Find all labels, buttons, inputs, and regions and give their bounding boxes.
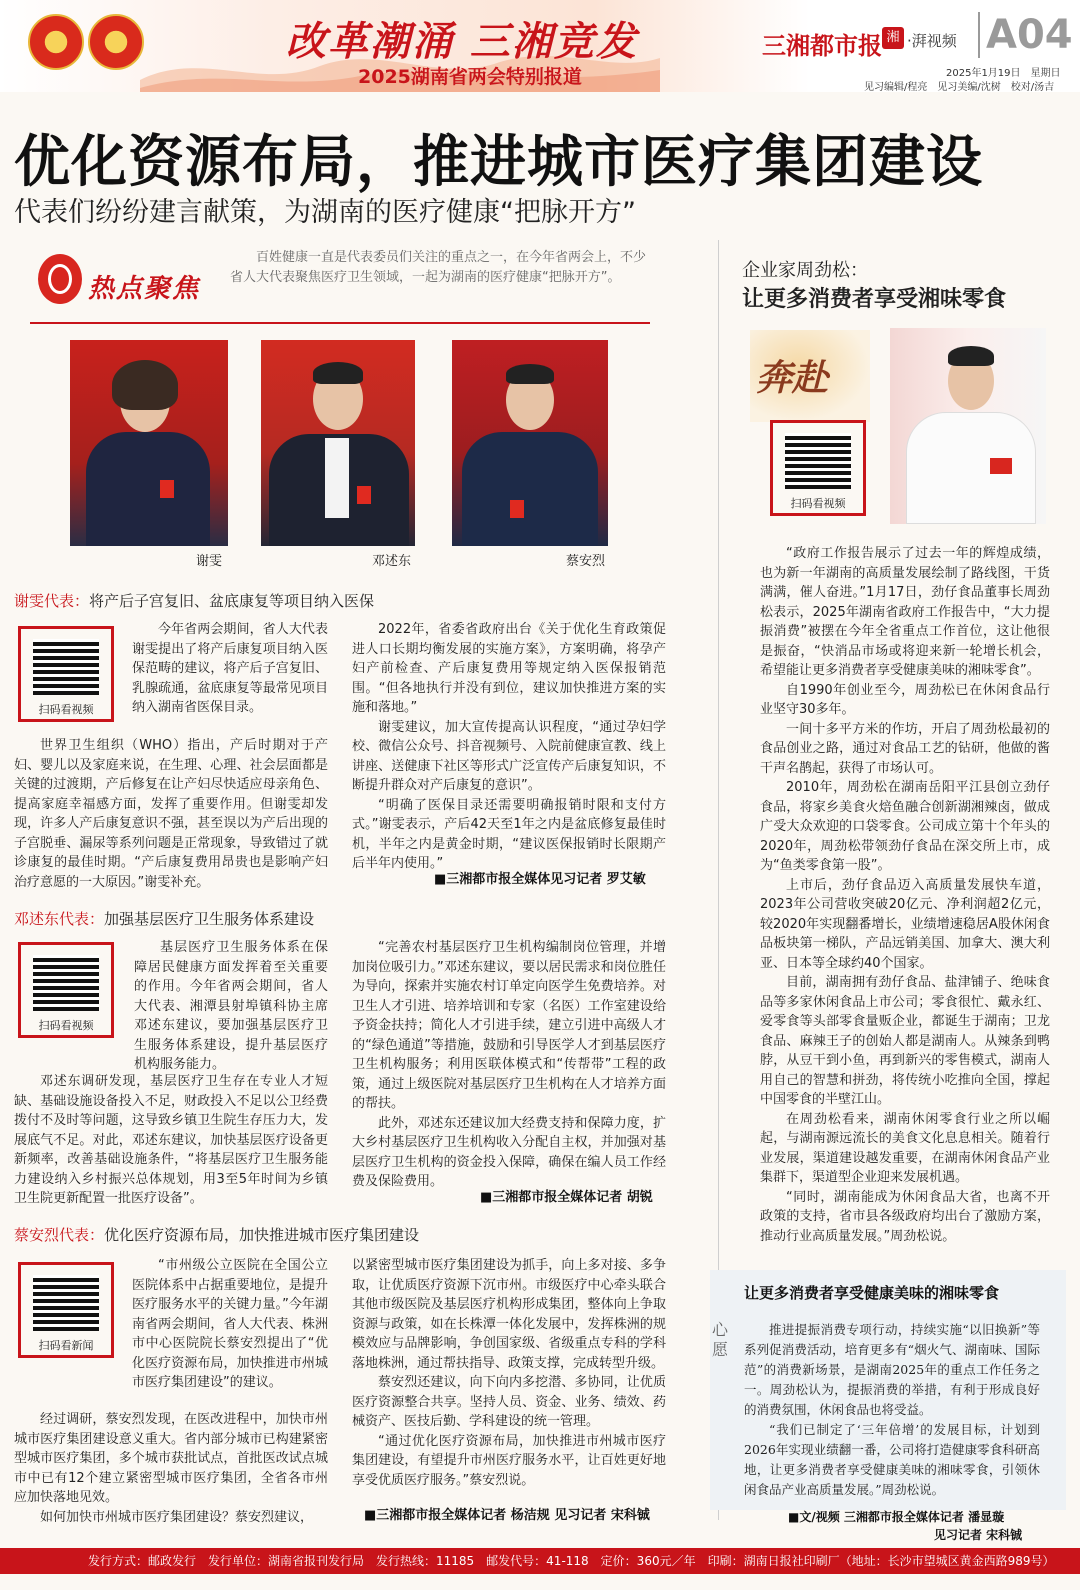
section-rep-name: 邓述东代表： — [14, 910, 105, 928]
photo-deng-shudong — [261, 340, 415, 546]
qr-caption: 扫码看新闻 — [38, 1339, 94, 1352]
page-subheadline: 代表们纷纷建言献策，为湖南的医疗健康“把脉开方” — [14, 197, 636, 228]
photo-caption: 谢雯 — [196, 554, 223, 569]
paper-logo-icon: 湘 — [882, 27, 904, 49]
qr-caption: 扫码看视频 — [38, 703, 94, 716]
section-topic: 优化医疗资源布局，加快推进城市医疗集团建设 — [104, 1226, 420, 1244]
paragraph: 以紧密型城市医疗集团建设为抓手，向上多对接、多争取，让优质医疗资源下沉市州。市级医疗中心牵头联合其他市级医院及基层医疗机构形成集团，整体向上争取资源与政策，如在长株潭一体化发展中，发挥株洲的规模效应与品牌影响，争创国家级、省级重点专科的学科落地株洲，通过帮扶指导、政策支撑，完成转型升级。 — [352, 1258, 666, 1371]
section-title — [14, 908, 314, 929]
photo-xie-wen — [70, 340, 228, 546]
paragraph: “通过优化医疗资源布局，加快推进市州城市医疗集团建设，有望提升市州医疗服务水平，让百姓更好地享受优质医疗服务。”蔡安烈说。 — [352, 1433, 666, 1488]
editor-credits: 见习编辑/程亮 见习美编/沈树 校对/汤吉 — [864, 82, 1055, 93]
paragraph: 基层医疗卫生服务体系在保障居民健康方面发挥着至关重要的作用。今年省两会期间，省人大代表、湘潭县射埠镇科协主席邓述东建议，要加强基层医疗卫生服务体系建设，提升基层医疗机构服务能力。 — [134, 940, 328, 1072]
qr-caption: 扫码看视频 — [38, 1019, 94, 1032]
paragraph: 谢雯建议，加大宣传提高认识程度，“通过孕妇学校、微信公众号、抖音视频号、入院前健康宣教、线上讲座、送健康下社区等形式广泛宣传产后康复知识，不断提升群众对产后康复的意识”。 — [352, 719, 666, 793]
issue-date: 2025年1月19日 星期日 — [946, 68, 1061, 79]
section-topic: 将产后子宫复旧、盆底康复等项目纳入医保 — [89, 592, 375, 610]
sidebar-body — [744, 1320, 1040, 1500]
section-rep-name: 蔡安烈代表： — [14, 1226, 105, 1244]
photo-zhou-jinsong — [890, 328, 1046, 524]
section-title — [14, 1224, 419, 1245]
paragraph: 一间十多平方米的作坊，开启了周劲松最初的食品创业之路，通过对食品工艺的钻研，他做的酱干声名鹊起，获得了市场认可。 — [760, 721, 1050, 776]
photo-caption: 蔡安烈 — [566, 554, 606, 569]
special-report-label: 2025湖南省两会特别报道 — [358, 66, 582, 88]
badge-text: 奔赴 — [756, 357, 829, 399]
special-slogan: 改革潮涌 三湘竞发 — [286, 18, 638, 65]
article-text — [14, 1072, 328, 1209]
paragraph: “完善农村基层医疗卫生机构编制岗位管理，并增加岗位吸引力。”邓述东建议，要以居民需求和岗位胜任为导向，探索并实施农村订单定向医学生免费培养。对卫生人才引进、培养培训和专家（名医）工作室建设给予资金扶持；简化人才引进手续，建立引进中高级人才的“绿色通道”等措施，鼓励和引导医学人才到基层医疗卫生机构服务；利用医联体模式和“传帮带”工程的政策，通过上级医院对基层医疗卫生机构在人才培养方面的帮扶。 — [352, 940, 666, 1111]
publication-footer: 发行方式：邮政发行 发行单位：湖南省报刊发行局 发行热线：11185 邮发代号：41-118 定价：360元／年 印刷：湖南日报社印刷厂（地址：长沙市望城区黄金西路989号） — [0, 1548, 1080, 1574]
qr-code-icon — [33, 639, 99, 695]
article-text — [14, 1410, 328, 1527]
paragraph: 经过调研，蔡安烈发现，在医改进程中，加快市州城市医疗集团建设意义重大。省内部分城市已构建紧密型城市医疗集团，多个城市获批试点，首批医改试点城市中已有12个建立紧密型城市医疗集团，全省各市州应加快落地见效。 — [14, 1412, 328, 1505]
sidebar-title: 让更多消费者享受健康美味的湘味零食 — [744, 1284, 1000, 1302]
hot-topic-intro: 百姓健康一直是代表委员们关注的重点之一，在今年省两会上，不少省人大代表聚焦医疗卫生领域，一起为湖南的医疗健康“把脉开方”。 — [230, 250, 647, 285]
section-title — [14, 590, 374, 611]
article-text — [134, 938, 328, 1075]
article-text — [132, 1256, 328, 1393]
paragraph: 此外，邓述东还建议加大经费支持和保障力度，扩大乡村基层医疗卫生机构收入分配自主权，并加强对基层医疗卫生机构的资金投入保障，确保在编人员工作经费及保险费用。 — [352, 1115, 666, 1189]
paragraph: 上市后，劲仔食品迈入高质量发展快车道，2023年公司营收突破20亿元、净利润超2亿元，较2020年实现翻番增长，业绩增速稳居A股休闲食品板块第一梯队，产品远销美国、加拿大、澳大利亚、日本等全球约40个国家。 — [760, 877, 1050, 971]
qr-code-icon — [785, 433, 851, 489]
byline: ■文/视频 三湘都市报全媒体记者 潘显璇 — [788, 1510, 1005, 1524]
section-topic: 加强基层医疗卫生服务体系建设 — [104, 910, 315, 928]
paper-name: 三湘都市报 — [762, 32, 882, 60]
video-brand: ·湃视频 — [907, 32, 957, 50]
cppcc-emblem-icon — [88, 14, 144, 70]
paragraph: 推进提振消费专项行动，持续实施“以旧换新”等系列促消费活动，培育更多有“烟火气、湖南味、国际范”的消费新场景，是湖南2025年的重点工作任务之一。周劲松认为，提振消费的举措，有利于形成良好的消费氛围，休闲食品也将受益。 — [744, 1322, 1040, 1417]
paragraph: “政府工作报告展示了过去一年的辉煌成绩，也为新一年湖南的高质量发展绘制了路线图，干货满满，催人奋进。”1月17日，劲仔食品董事长周劲松表示，2025年湖南省政府工作报告中，“大力提振消费”被摆在今年全省重点工作首位，这让他很是振奋，“快消品市场或将迎来新一轮增长机会，希望能让更多消费者享受健康美味的湘味零食”。 — [760, 546, 1050, 678]
byline: ■三湘都市报全媒体见习记者 罗艾敏 — [434, 872, 646, 887]
article-text — [352, 1256, 666, 1490]
paragraph: 如何加快市州城市医疗集团建设？蔡安烈建议， — [40, 1509, 314, 1525]
byline: ■三湘都市报全媒体记者 杨洁规 见习记者 宋科铖 — [364, 1508, 650, 1523]
hot-topic-label: 热点聚焦 — [88, 274, 201, 304]
hand-pointer-icon — [48, 264, 72, 294]
paragraph: 今年省两会期间，省人大代表谢雯提出了将产后康复项目纳入医保范畴的建议，将产后子宫复旧、乳腺疏通，盆底康复等最常见项目纳入湖南省医保目录。 — [132, 622, 328, 715]
qr-caption: 扫码看视频 — [790, 497, 846, 510]
qr-code[interactable] — [18, 1262, 114, 1358]
section-rule — [30, 322, 650, 324]
article-text — [352, 620, 666, 874]
section-rep-name: 谢雯代表： — [14, 592, 90, 610]
qr-code[interactable] — [18, 626, 114, 722]
national-emblem-icon — [28, 14, 84, 70]
paragraph: 目前，湖南拥有劲仔食品、盐津铺子、绝味食品等多家休闲食品上市公司；零食很忙、戴永红、爱零食等头部零食量贩企业，都诞生于湖南；卫龙食品、麻辣王子的创始人都是湖南人。从辣条到鸭脖，从豆干到小鱼，再到新兴的零售模式，湖南人用自己的智慧和拼劲，将传统小吃推向全国，撑起中国零食的半壁江山。 — [760, 975, 1050, 1107]
paragraph: 蔡安烈还建议，向下向内多挖潜、多协同，让优质医疗资源整合共享。坚持人员、资金、业务、绩效、药械资产、医技后勤、学科建设的统一管理。 — [352, 1375, 666, 1429]
paragraph: 在周劲松看来，湖南休闲零食行业之所以崛起，与湖南源远流长的美食文化息息相关。随着行业发展，渠道建设越发重要，在湖南休闲食品产业集群下，渠道型企业迎来发展机遇。 — [760, 1111, 1050, 1185]
paragraph: “市州级公立医院在全国公立医院体系中占据重要地位，是提升医疗服务水平的关键力量。”今年湖南省两会期间，省人大代表、株洲市中心医院院长蔡安烈提出了“优化医疗资源布局，加快推进市州城市医疗集团建设”的建议。 — [132, 1258, 328, 1390]
article-text — [352, 938, 666, 1192]
photo-cai-anlie — [452, 340, 608, 546]
sidebar-tag: 心愿 — [712, 1320, 729, 1359]
article-text — [14, 736, 328, 892]
byline: 见习记者 宋科铖 — [934, 1528, 1023, 1542]
byline: ■三湘都市报全媒体记者 胡锐 — [480, 1190, 653, 1205]
article-body — [760, 544, 1050, 1246]
paragraph: “明确了医保目录还需要明确报销时限和支付方式。”谢雯表示，产后42天至1年之内是盆底修复最佳时机，半年之内是黄金时期，“建议医保报销时长限期产后半年内使用。” — [352, 797, 666, 871]
page-number: A04 — [978, 12, 1073, 58]
paragraph: 自1990年创业至今，周劲松已在休闲食品行业坚守30多年。 — [760, 682, 1050, 717]
article-kicker: 企业家周劲松： — [742, 260, 868, 281]
paragraph: 世界卫生组织（WHO）指出，产后时期对于产妇、婴儿以及家庭来说，在生理、心理、社会层面都是关键的过渡期，产后修复在让产妇尽快适应母亲角色、提高家庭幸福感方面，发挥了重要作用。但谢雯却发现，许多人产后康复意识不强，甚至误以为产后出现的子宫脱垂、漏尿等系列问题是正常现象，导致错过了就诊康复的最佳时期。“产后康复费用昂贵也是影响产妇治疗意愿的一大原因。”谢雯补充。 — [14, 738, 328, 890]
qr-code-icon — [33, 1275, 99, 1331]
article-text — [132, 620, 328, 718]
paragraph: “同时，湖南能成为休闲食品大省，也离不开政策的支持，省市县各级政府均出台了激励方案，推动行业高质量发展。”周劲松说。 — [760, 1189, 1050, 1244]
photo-caption: 邓述东 — [372, 554, 412, 569]
qr-code-icon — [33, 955, 99, 1011]
paragraph: “我们已制定了‘三年倍增’的发展目标，计划到2026年实现业绩翻一番，公司将打造健康零食科研高地，让更多消费者享受健康美味的湘味零食，引领休闲食品产业高质量发展。”周劲松说。 — [744, 1422, 1040, 1497]
qr-code[interactable] — [18, 942, 114, 1038]
article-title: 让更多消费者享受湘味零食 — [742, 287, 1007, 312]
paragraph: 2010年，周劲松在湖南岳阳平江县创立劲仔食品，将家乡美食火焙鱼融合创新湖湘辣卤，做成广受大众欢迎的口袋零食。公司成立第十个年头的2020年，周劲松带领劲仔食品在深交所上市，成为“鱼类零食第一股”。 — [760, 780, 1050, 873]
paragraph: 2022年，省委省政府出台《关于优化生育政策促进人口长期均衡发展的实施方案》，方案明确，将孕产妇产前检查、产后康复费用等规定纳入医保报销范围。“但各地执行并没有到位，建议加快推进方案的实施和落地。” — [352, 622, 666, 715]
paragraph: 邓述东调研发现，基层医疗卫生存在专业人才短缺、基础设施设备投入不足，财政投入不足以公卫经费拨付不及时等问题，这导致乡镇卫生院生存压力大，发展底气不足。对此，邓述东建议，加快基层医疗设备更新频率，改善基础设施条件，“将基层医疗卫生服务能力建设纳入乡村振兴总体规划，用3至5年时间为乡镇卫生院更新配置一批医疗设备”。 — [14, 1074, 328, 1206]
page-headline: 优化资源布局，推进城市医疗集团建设 — [14, 130, 983, 195]
qr-code[interactable] — [770, 420, 866, 516]
